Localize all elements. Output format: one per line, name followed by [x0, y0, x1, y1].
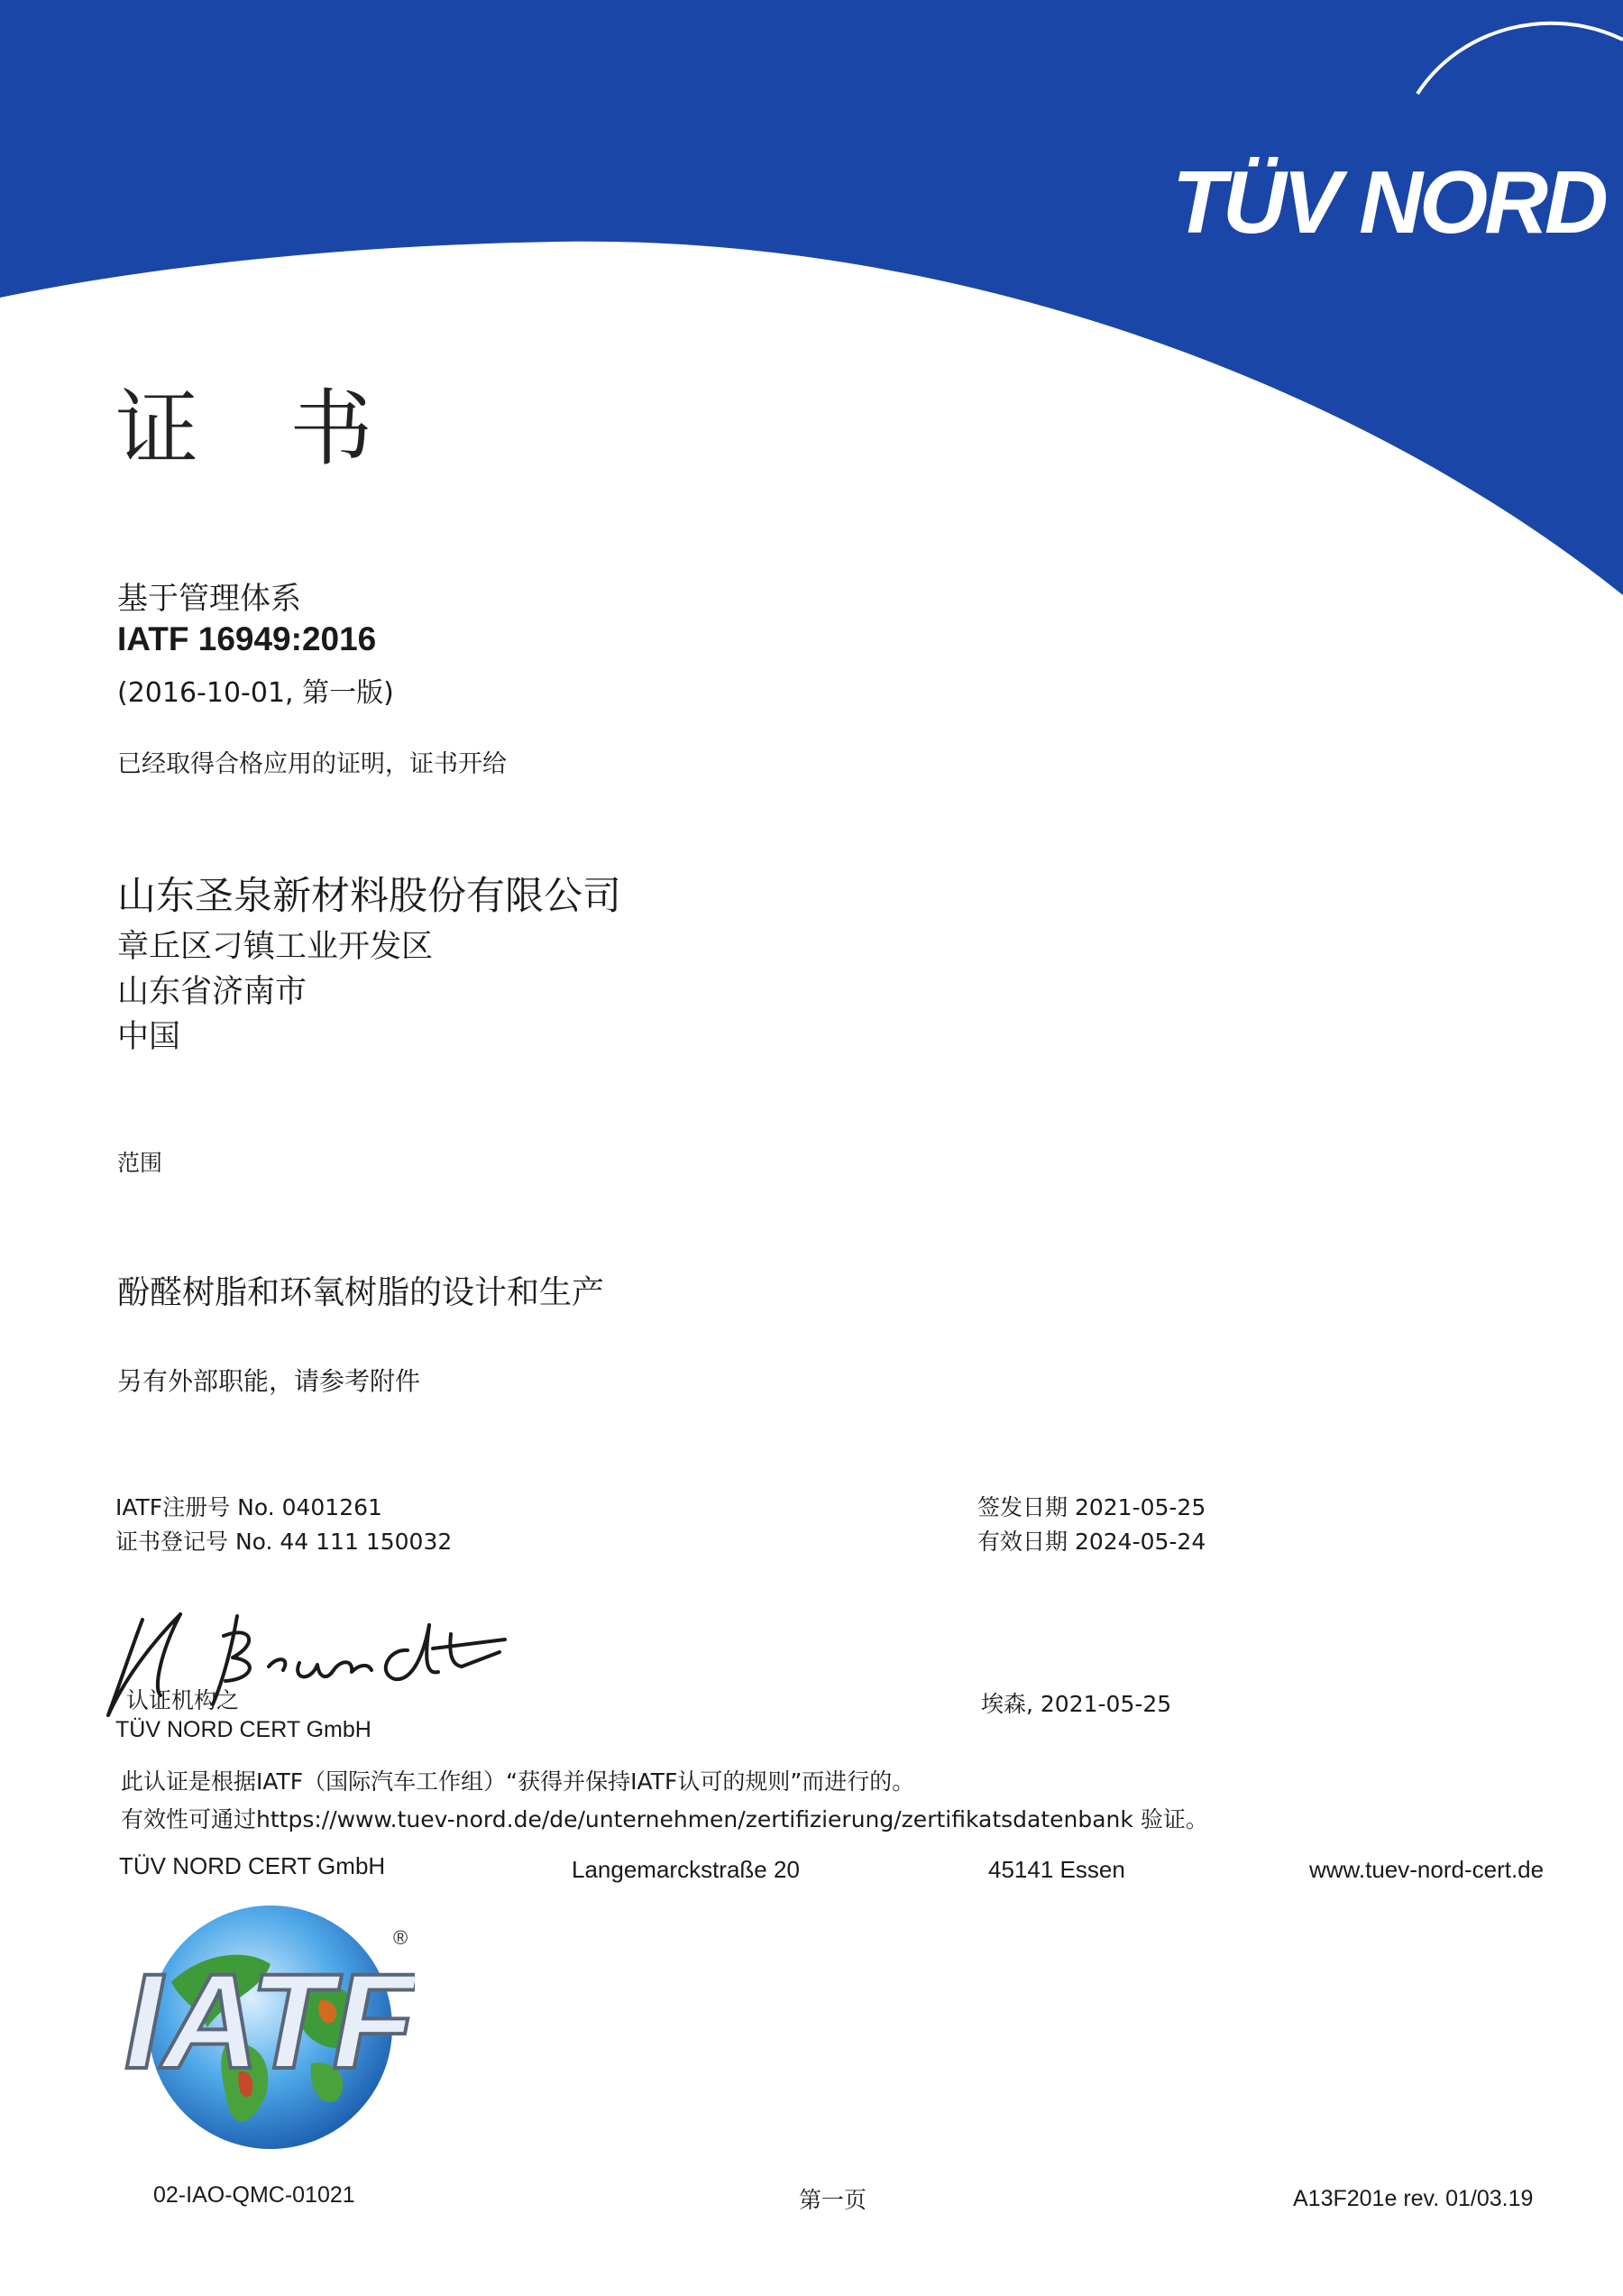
scope-text: 酚醛树脂和环氧树脂的设计和生产: [117, 1274, 605, 1311]
standard-edition: (2016-10-01, 第一版): [117, 677, 394, 709]
page-indicator: 第一页: [799, 2188, 867, 2213]
signature-authority: 认证机构之: [126, 1687, 240, 1713]
address-line-3: 中国: [117, 1019, 181, 1055]
address-line-1: 章丘区刁镇工业开发区: [117, 929, 434, 965]
tuv-nord-logo: TÜV NORD: [1172, 152, 1605, 252]
iatf-logo-text: IATF: [124, 1945, 415, 2097]
form-revision: A13F201e rev. 01/03.19: [1293, 2186, 1534, 2211]
iatf-logo: [117, 1901, 415, 2163]
certificate-title: 证 书: [115, 381, 406, 477]
standard-name: IATF 16949:2016: [117, 620, 377, 657]
signature-company: TÜV NORD CERT GmbH: [115, 1717, 371, 1742]
place-and-date: 埃森, 2021-05-25: [981, 1691, 1172, 1717]
validity-note: 有效性可通过https://www.tuev-nord.de/de/unternehmen/zertifizierung/zertifikatsdatenbank 验证。: [121, 1806, 1208, 1832]
company-name: 山东圣泉新材料股份有限公司: [117, 874, 621, 919]
certificate-registration-number: 证书登记号 No. 44 111 150032: [115, 1529, 453, 1555]
issue-date: 签发日期 2021-05-25: [977, 1494, 1206, 1520]
registered-mark: ®: [393, 1926, 408, 1949]
footer-city: 45141 Essen: [988, 1856, 1125, 1883]
header-wave-background: [0, 0, 1623, 631]
footer-street: Langemarckstraße 20: [572, 1856, 800, 1883]
iatf-registration-number: IATF注册号 No. 0401261: [115, 1494, 382, 1520]
document-code: 02-IAO-QMC-01021: [153, 2182, 355, 2208]
footer-company: TÜV NORD CERT GmbH: [119, 1852, 386, 1879]
address-line-2: 山东省济南市: [117, 974, 307, 1010]
standard-intro: 基于管理体系: [117, 581, 301, 617]
valid-until-date: 有效日期 2024-05-24: [977, 1529, 1206, 1555]
certification-basis-note: 此认证是根据IATF（国际汽车工作组）“获得并保持IATF认可的规则”而进行的。: [121, 1768, 915, 1795]
remote-functions-note: 另有外部职能，请参考附件: [117, 1366, 421, 1396]
footer-website: www.tuev-nord-cert.de: [1309, 1856, 1545, 1883]
issued-to-text: 已经取得合格应用的证明，证书开给: [117, 750, 507, 778]
scope-label: 范围: [117, 1150, 163, 1176]
